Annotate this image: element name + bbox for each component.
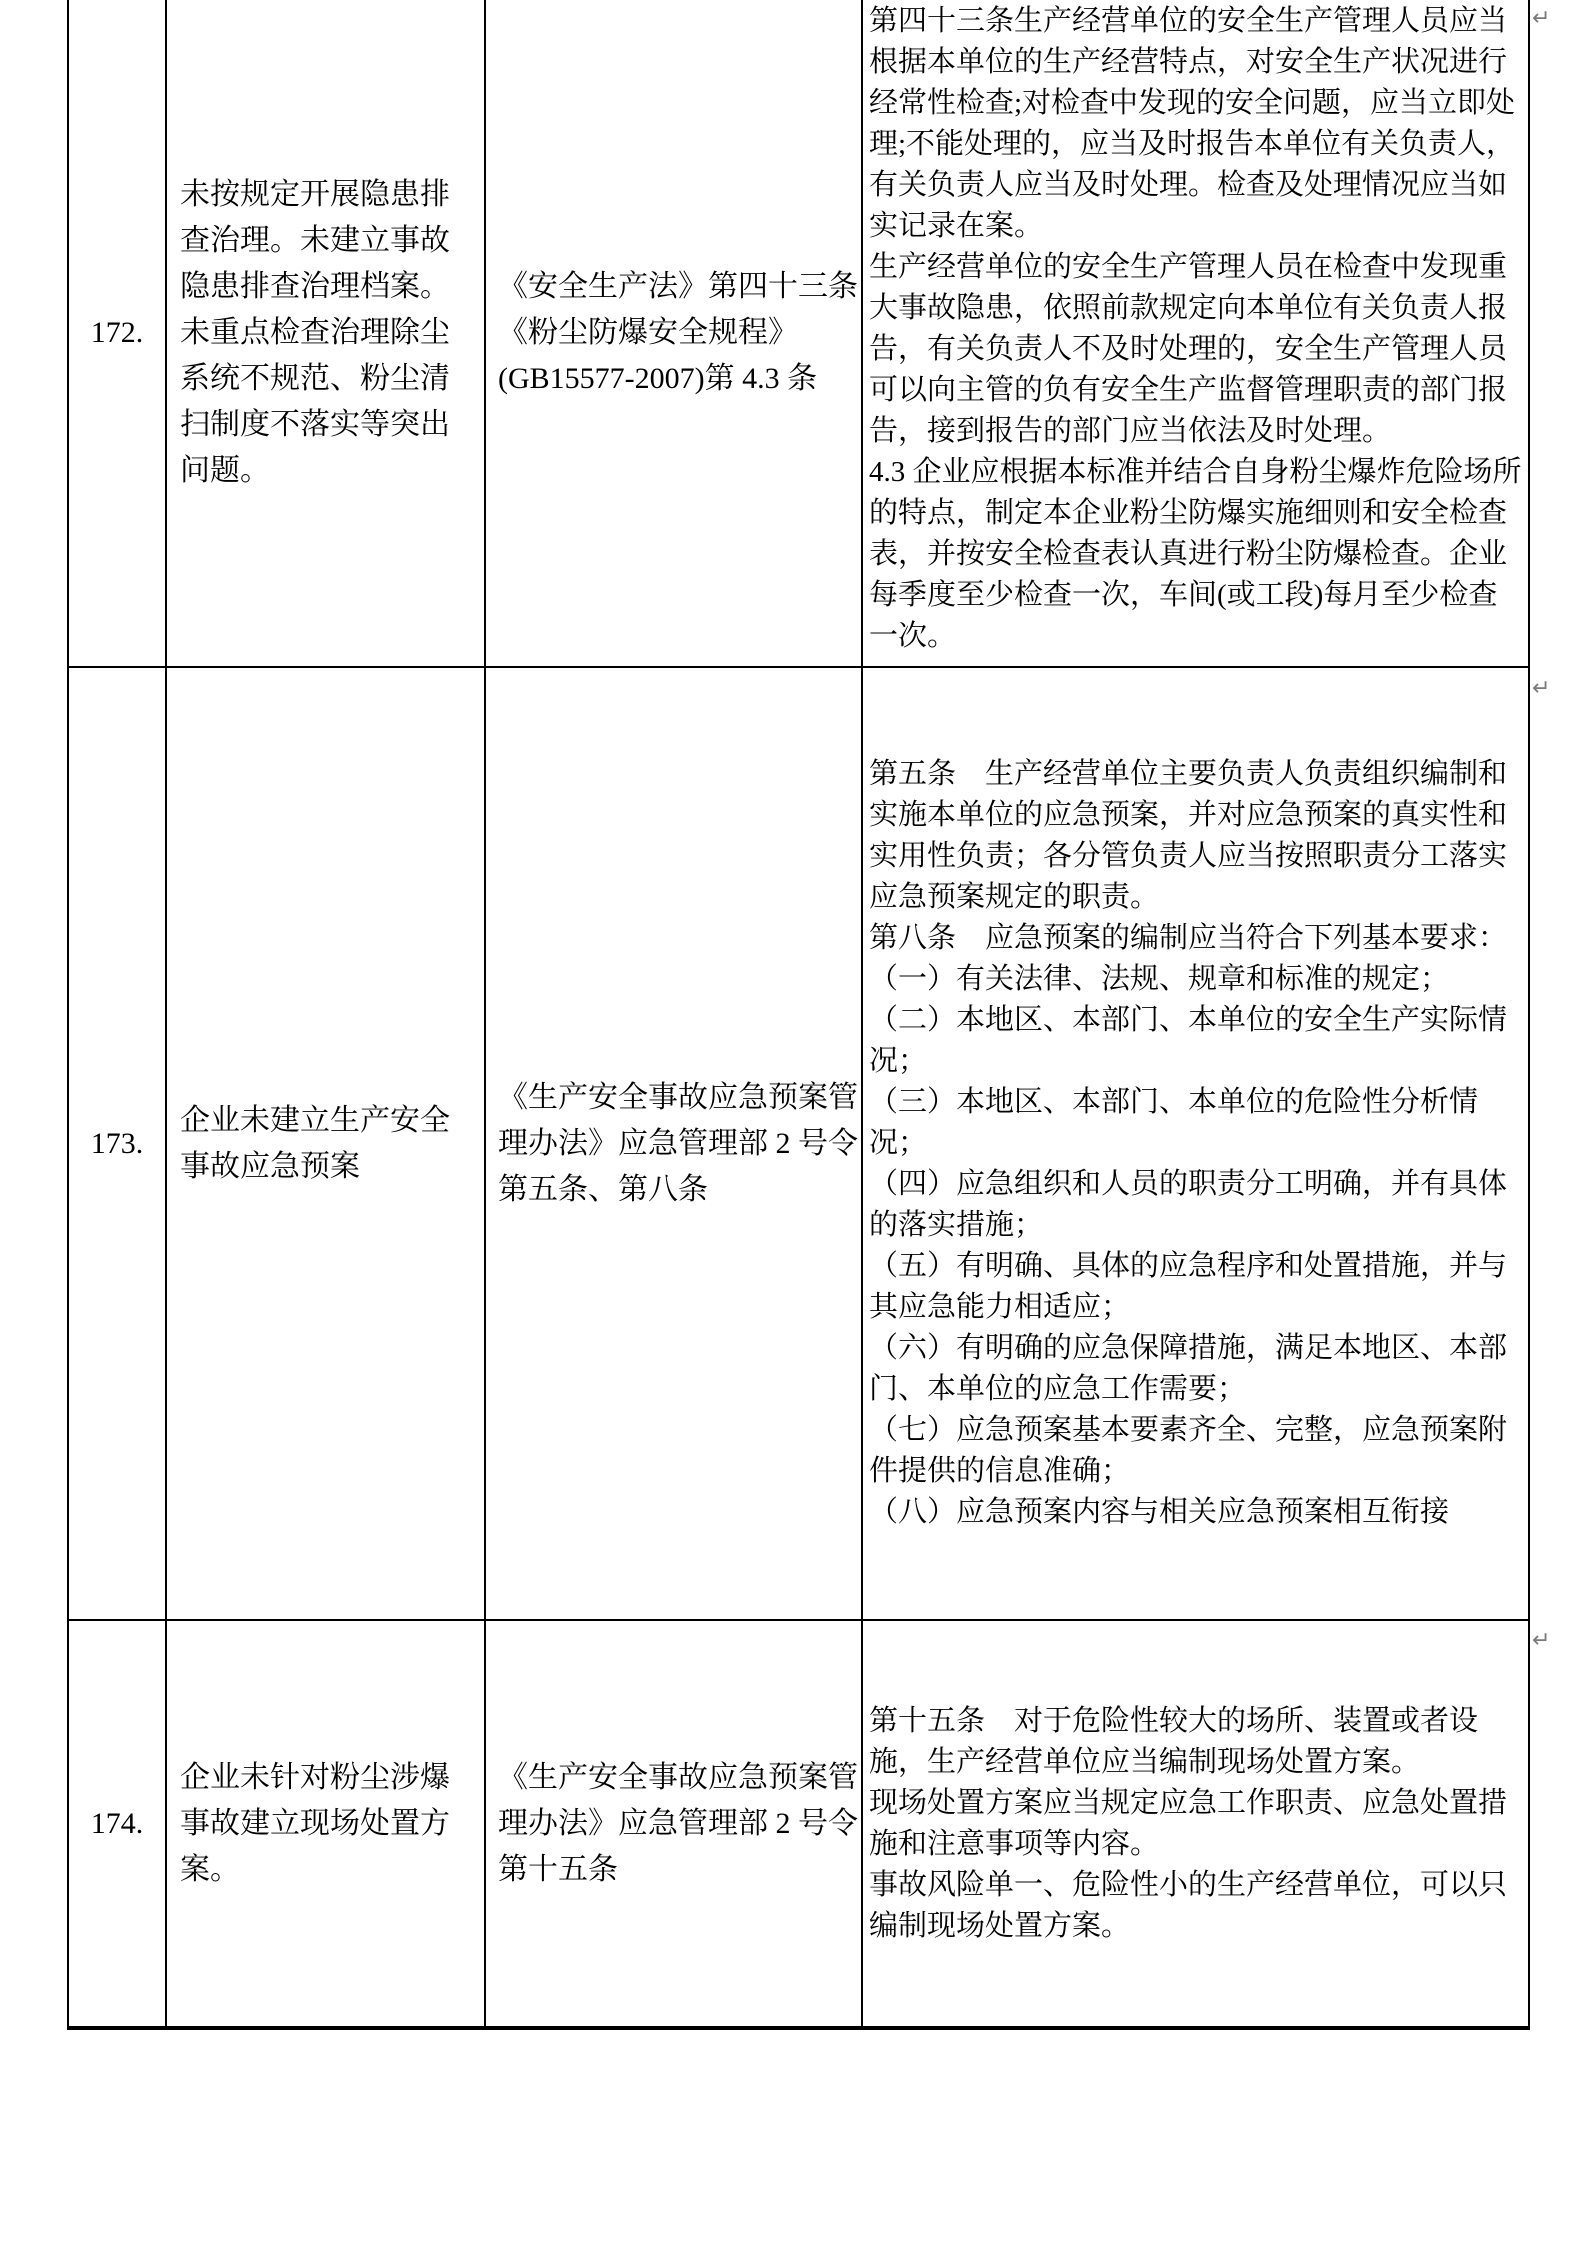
paragraph-mark-icon: ↵ bbox=[1532, 676, 1551, 701]
table-row bbox=[68, 667, 1529, 1620]
paragraph: （八）应急预案内容与相关应急预案相互衔接 bbox=[869, 1496, 1450, 1528]
problem-cell bbox=[166, 1620, 485, 2028]
paragraph: （六）有明确的应急保障措施，满足本地区、本部门、本单位的应急工作需要； bbox=[869, 1332, 1508, 1405]
paragraph: 《粉尘防爆安全规程》 bbox=[498, 316, 798, 349]
legal-basis-cell bbox=[485, 667, 862, 1620]
provision-cell bbox=[862, 667, 1529, 1620]
paragraph: （五）有明确、具体的应急程序和处置措施，并与其应急能力相适应； bbox=[869, 1250, 1508, 1323]
paragraph: 第五条 生产经营单位主要负责人负责组织编制和实施本单位的应急预案，并对应急预案的真实性和实用性负责；各分管负责人应当按照职责分工落实应急预案规定的职责。 bbox=[869, 758, 1508, 913]
row-number-cell: 174. bbox=[68, 1620, 166, 2028]
paragraph: 4.3 企业应根据本标准并结合自身粉尘爆炸危险场所的特点，制定本企业粉尘防爆实施细则和安全检查表，并按安全检查表认真进行粉尘防爆检查。企业每季度至少检查一次，车间(或工段)每月至少检查一次。 bbox=[869, 456, 1522, 652]
table-row bbox=[68, 1620, 1529, 2028]
problem-cell bbox=[166, 0, 485, 667]
paragraph: （四）应急组织和人员的职责分工明确，并有具体的落实措施； bbox=[869, 1168, 1508, 1241]
row-number-cell: 173. bbox=[68, 667, 166, 1620]
paragraph: 现场处置方案应当规定应急工作职责、应急处置措施和注意事项等内容。 bbox=[869, 1786, 1508, 1860]
paragraph: 未重点检查治理除尘系统不规范、粉尘清扫制度不落实等突出问题。 bbox=[180, 316, 450, 487]
paragraph: 企业未针对粉尘涉爆事故建立现场处置方案。 bbox=[180, 1760, 450, 1886]
problem-cell bbox=[166, 667, 485, 1620]
paragraph-mark-icon: ↵ bbox=[1532, 1628, 1551, 1653]
paragraph: 企业未建立生产安全事故应急预案 bbox=[180, 1103, 450, 1183]
provision-cell bbox=[862, 0, 1529, 667]
paragraph: （一）有关法律、法规、规章和标准的规定； bbox=[869, 963, 1450, 995]
paragraph: （三）本地区、本部门、本单位的危险性分析情况； bbox=[869, 1086, 1479, 1159]
paragraph: 事故风险单一、危险性小的生产经营单位，可以只编制现场处置方案。 bbox=[869, 1868, 1508, 1942]
table-row bbox=[68, 0, 1529, 667]
paragraph: 《生产安全事故应急预案管理办法》应急管理部 2 号令第五条、第八条 bbox=[498, 1080, 858, 1206]
row-number-cell: 172. bbox=[68, 0, 166, 667]
provision-cell bbox=[862, 1620, 1529, 2028]
paragraph: 《安全生产法》第四十三条 bbox=[498, 270, 858, 303]
paragraph: 第十五条 对于危险性较大的场所、装置或者设施，生产经营单位应当编制现场处置方案。 bbox=[869, 1704, 1479, 1778]
paragraph: 《生产安全事故应急预案管理办法》应急管理部 2 号令第十五条 bbox=[498, 1760, 858, 1886]
paragraph: 第四十三条生产经营单位的安全生产管理人员应当根据本单位的生产经营特点，对安全生产状况进行经常性检查;对检查中发现的安全问题，应当立即处理;不能处理的，应当及时报告本单位有关负责人，有关负责人应当及时处理。检查及处理情况应当如实记录在案。 bbox=[869, 5, 1516, 242]
legal-basis-cell bbox=[485, 1620, 862, 2028]
paragraph: （二）本地区、本部门、本单位的安全生产实际情况； bbox=[869, 1004, 1508, 1077]
legal-basis-cell bbox=[485, 0, 862, 667]
paragraph: 未按规定开展隐患排查治理。未建立事故隐患排查治理档案。 bbox=[180, 178, 450, 303]
paragraph: 生产经营单位的安全生产管理人员在检查中发现重大事故隐患，依照前款规定向本单位有关负责人报告，有关负责人不及时处理的，安全生产管理人员可以向主管的负有安全生产监督管理职责的部门报告，接到报告的部门应当依法及时处理。 bbox=[869, 251, 1508, 447]
violation-table bbox=[67, 0, 1530, 2030]
paragraph: (GB15577-2007)第 4.3 条 bbox=[498, 362, 818, 395]
paragraph-mark-icon: ↵ bbox=[1532, 6, 1551, 31]
paragraph: （七）应急预案基本要素齐全、完整，应急预案附件提供的信息准确； bbox=[869, 1414, 1508, 1487]
paragraph: 第八条 应急预案的编制应当符合下列基本要求： bbox=[869, 922, 1508, 954]
